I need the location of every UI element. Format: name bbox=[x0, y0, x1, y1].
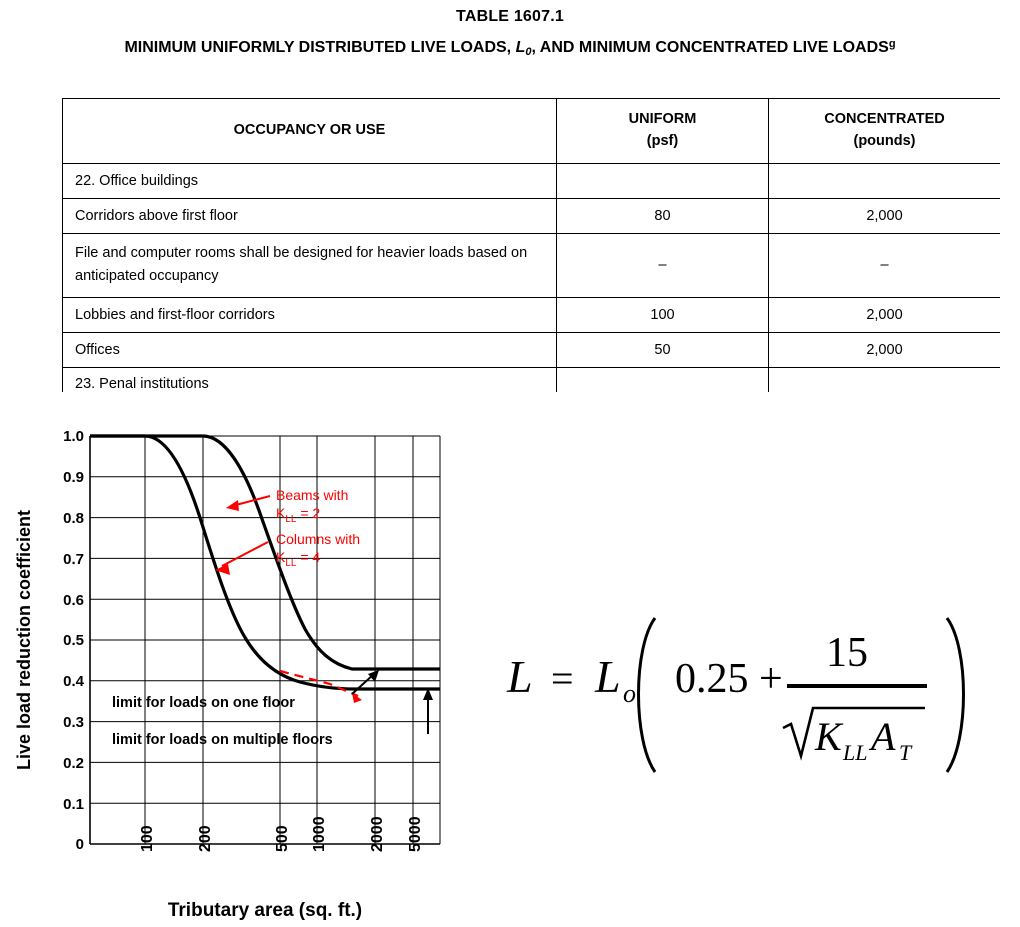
x-tick-label: 2000 bbox=[369, 816, 386, 852]
formula-A-subscript: T bbox=[899, 740, 912, 765]
formula-svg bbox=[495, 600, 1005, 800]
cell-uniform: – bbox=[557, 233, 769, 298]
table-number: TABLE 1607.1 bbox=[456, 8, 564, 25]
formula-Lo: L bbox=[595, 651, 621, 702]
svg-text:KLL = 4 bbox=[276, 549, 320, 569]
x-tick-label: 100 bbox=[139, 825, 156, 852]
cell-occupancy: Lobbies and first-floor corridors bbox=[63, 298, 557, 333]
table-row bbox=[63, 198, 1001, 233]
annotation-label-columns bbox=[276, 531, 360, 569]
formula-paren-left bbox=[639, 618, 656, 772]
header-occupancy bbox=[63, 99, 557, 164]
y-tick-label: 0.3 bbox=[63, 714, 84, 731]
y-tick-label: 0.4 bbox=[63, 673, 84, 690]
series-columns-kll4 bbox=[90, 436, 440, 689]
table-row bbox=[63, 298, 1001, 333]
svg-text:KLL = 2 bbox=[276, 505, 320, 525]
red-dashed-leader bbox=[280, 671, 358, 696]
cell-uniform: 50 bbox=[557, 333, 769, 368]
table-head bbox=[63, 99, 1001, 164]
table-row bbox=[63, 163, 1001, 198]
x-tick-label: 1000 bbox=[311, 816, 328, 852]
y-tick-label: 0.6 bbox=[63, 592, 84, 609]
cell-occupancy: Offices bbox=[63, 333, 557, 368]
annotation-limit-multiple-floors: limit for loads on multiple floors bbox=[112, 732, 333, 748]
annotation-beams-line1: Beams with bbox=[276, 487, 349, 503]
formula-paren-right bbox=[947, 618, 964, 772]
caption-part2: , AND MINIMUM CONCENTRATED LIVE LOADS bbox=[531, 39, 889, 56]
annotation-arrows-red bbox=[215, 496, 270, 575]
cell-occupancy: Corridors above first floor bbox=[63, 198, 557, 233]
table-row bbox=[63, 333, 1001, 368]
table-caption bbox=[0, 36, 1020, 61]
annotation-columns-k-sub: LL bbox=[285, 558, 297, 569]
annotation-arrows-black bbox=[352, 670, 433, 734]
y-tick-label: 0.2 bbox=[63, 755, 84, 772]
live-load-table-container bbox=[62, 98, 1000, 414]
cell-occupancy: 22. Office buildings bbox=[63, 163, 557, 198]
x-axis-ticks bbox=[139, 816, 424, 852]
x-tick-label: 200 bbox=[197, 825, 214, 852]
caption-variable-L-subscript: 0 bbox=[525, 46, 532, 58]
cell-uniform: 100 bbox=[557, 298, 769, 333]
header-uniform bbox=[557, 99, 769, 164]
cell-concentrated: – bbox=[769, 233, 1001, 298]
y-tick-label: 0.9 bbox=[63, 469, 84, 486]
formula-numerator: 15 bbox=[826, 630, 868, 676]
y-tick-label: 0 bbox=[75, 836, 84, 853]
header-uniform-label: UNIFORM bbox=[628, 111, 697, 127]
header-uniform-unit: (psf) bbox=[646, 132, 679, 149]
series-beams-kll2 bbox=[90, 436, 440, 669]
table-header-row bbox=[63, 99, 1001, 164]
cell-concentrated: 2,000 bbox=[769, 298, 1001, 333]
annotation-beams-k: K bbox=[276, 505, 286, 521]
cell-occupancy: 23. Penal institutions bbox=[63, 368, 557, 393]
header-concentrated-unit: (pounds) bbox=[853, 132, 916, 149]
annotation-limit-one-floor: limit for loads on one floor bbox=[112, 695, 295, 711]
annotation-columns-line1: Columns with bbox=[276, 531, 361, 547]
annotation-columns-k-value: = 4 bbox=[296, 549, 321, 565]
table-title-block bbox=[0, 8, 1020, 61]
formula-lhs: L bbox=[507, 651, 533, 702]
annotation-beams-k-value: = 2 bbox=[296, 505, 321, 521]
cell-concentrated bbox=[769, 163, 1001, 198]
annotation-columns-k: K bbox=[276, 549, 286, 565]
cell-concentrated: 2,000 bbox=[769, 198, 1001, 233]
cell-occupancy: File and computer rooms shall be designed for heavier loads based on anticipated occupancy bbox=[63, 233, 557, 298]
y-tick-label: 0.8 bbox=[63, 510, 84, 527]
formula-equals: = bbox=[551, 656, 574, 701]
y-tick-label: 1.0 bbox=[63, 428, 84, 445]
header-occupancy-label: OCCUPANCY OR USE bbox=[233, 121, 386, 138]
y-axis-title: Live load reduction coefficient bbox=[14, 509, 34, 771]
y-tick-label: 0.7 bbox=[63, 551, 84, 568]
chart-svg bbox=[0, 424, 470, 924]
cell-uniform: 80 bbox=[557, 198, 769, 233]
x-tick-label: 500 bbox=[274, 825, 291, 852]
table-row bbox=[63, 233, 1001, 298]
header-concentrated-label: CONCENTRATED bbox=[824, 111, 945, 127]
table-body bbox=[63, 163, 1001, 392]
y-axis-ticks bbox=[63, 428, 85, 853]
table-row bbox=[63, 368, 1001, 393]
cell-concentrated: 2,000 bbox=[769, 333, 1001, 368]
y-tick-label: 0.1 bbox=[63, 796, 84, 813]
formula-K-subscript: LL bbox=[843, 740, 868, 765]
cell-uniform bbox=[557, 368, 769, 393]
formula-K: K bbox=[815, 714, 842, 759]
header-concentrated bbox=[769, 99, 1001, 164]
cell-concentrated bbox=[769, 368, 1001, 393]
x-tick-label: 5000 bbox=[407, 816, 424, 852]
caption-part1: MINIMUM UNIFORMLY DISTRIBUTED LIVE LOADS, bbox=[124, 39, 516, 56]
y-tick-label: 0.5 bbox=[63, 632, 84, 649]
annotation-beams-k-sub: LL bbox=[285, 514, 297, 525]
formula-Lo-subscript: o bbox=[623, 679, 636, 708]
live-load-table bbox=[62, 98, 1000, 392]
formula-constant: 0.25 + bbox=[675, 656, 783, 702]
annotation-label-beams bbox=[276, 487, 348, 525]
x-axis-title: Tributary area (sq. ft.) bbox=[167, 900, 363, 921]
live-load-reduction-formula bbox=[495, 600, 1005, 800]
live-load-reduction-chart bbox=[0, 424, 470, 924]
formula-A: A bbox=[871, 714, 896, 759]
caption-variable-L: L bbox=[515, 39, 526, 56]
caption-footnote-marker: g bbox=[888, 38, 896, 50]
cell-uniform bbox=[557, 163, 769, 198]
